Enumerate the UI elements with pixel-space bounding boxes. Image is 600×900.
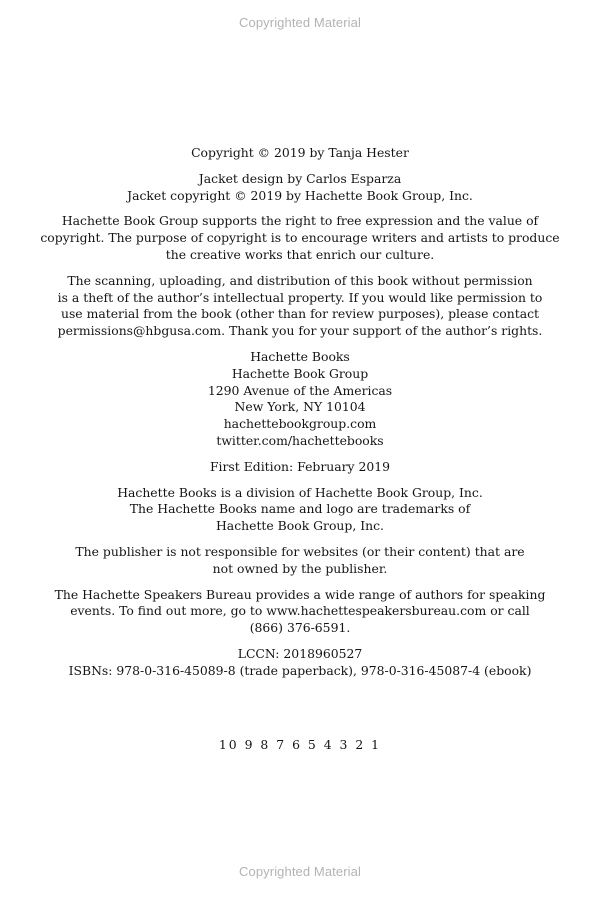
text-line: The scanning, uploading, and distribution of this book without permission <box>67 272 533 288</box>
copyright-notice <box>0 145 600 162</box>
text-line: permissions@hbgusa.com. Thank you for your support of the author’s rights. <box>57 323 543 339</box>
edition-line: First Edition: February 2019 <box>209 458 391 474</box>
text-line: The Hachette Speakers Bureau provides a wide range of authors for speaking <box>54 586 546 602</box>
publisher-street: 1290 Avenue of the Americas <box>207 382 393 398</box>
publisher-city: New York, NY 10104 <box>234 399 366 415</box>
lccn-line: LCCN: 2018960527 <box>237 645 363 661</box>
text-line: is a theft of the author’s intellectual property. If you would like permission to <box>57 289 543 305</box>
text-line: (866) 376-6591. <box>249 620 351 636</box>
text-line: Hachette Books is a division of Hachette Book Group, Inc. <box>117 484 483 500</box>
publisher-imprint: Hachette Books <box>250 348 350 364</box>
free-expression-paragraph <box>0 213 600 263</box>
text-line: events. To find out more, go to www.hachettespeakersbureau.com or call <box>70 603 530 619</box>
text-line: The Hachette Books name and logo are trademarks of <box>129 501 471 517</box>
copyright-page <box>0 145 600 689</box>
printer-key: 10 9 8 7 6 5 4 3 2 1 <box>218 737 382 752</box>
text-line: not owned by the publisher. <box>212 560 388 576</box>
permissions-paragraph <box>0 273 600 340</box>
publisher-group: Hachette Book Group <box>231 365 369 381</box>
watermark-bottom: Copyrighted Material <box>239 864 361 879</box>
publisher-address <box>0 349 600 450</box>
publisher-twitter: twitter.com/hachettebooks <box>216 432 384 448</box>
jacket-credits <box>0 171 600 205</box>
copyright-line: Copyright © 2019 by Tanja Hester <box>191 145 409 160</box>
publisher-website: hachettebookgroup.com <box>223 416 377 432</box>
website-disclaimer-paragraph <box>0 544 600 578</box>
text-line: the creative works that enrich our culture. <box>165 246 435 262</box>
catalog-identifiers <box>0 646 600 680</box>
text-line: use material from the book (other than for review purposes), please contact <box>60 306 540 322</box>
text-line: Hachette Book Group supports the right to free expression and the value of <box>61 213 539 229</box>
text-line: copyright. The purpose of copyright is to encourage writers and artists to produce <box>40 230 560 246</box>
text-line: Hachette Book Group, Inc. <box>216 518 384 534</box>
edition-notice <box>0 459 600 476</box>
jacket-copyright-line: Jacket copyright © 2019 by Hachette Book Group, Inc. <box>127 187 473 203</box>
speakers-bureau-paragraph <box>0 587 600 637</box>
isbn-line: ISBNs: 978-0-316-45089-8 (trade paperback), 978-0-316-45087-4 (ebook) <box>68 662 532 678</box>
jacket-design-line: Jacket design by Carlos Esparza <box>198 170 402 186</box>
division-trademark-paragraph <box>0 485 600 535</box>
watermark-top: Copyrighted Material <box>239 15 361 30</box>
text-line: The publisher is not responsible for websites (or their content) that are <box>75 543 525 559</box>
